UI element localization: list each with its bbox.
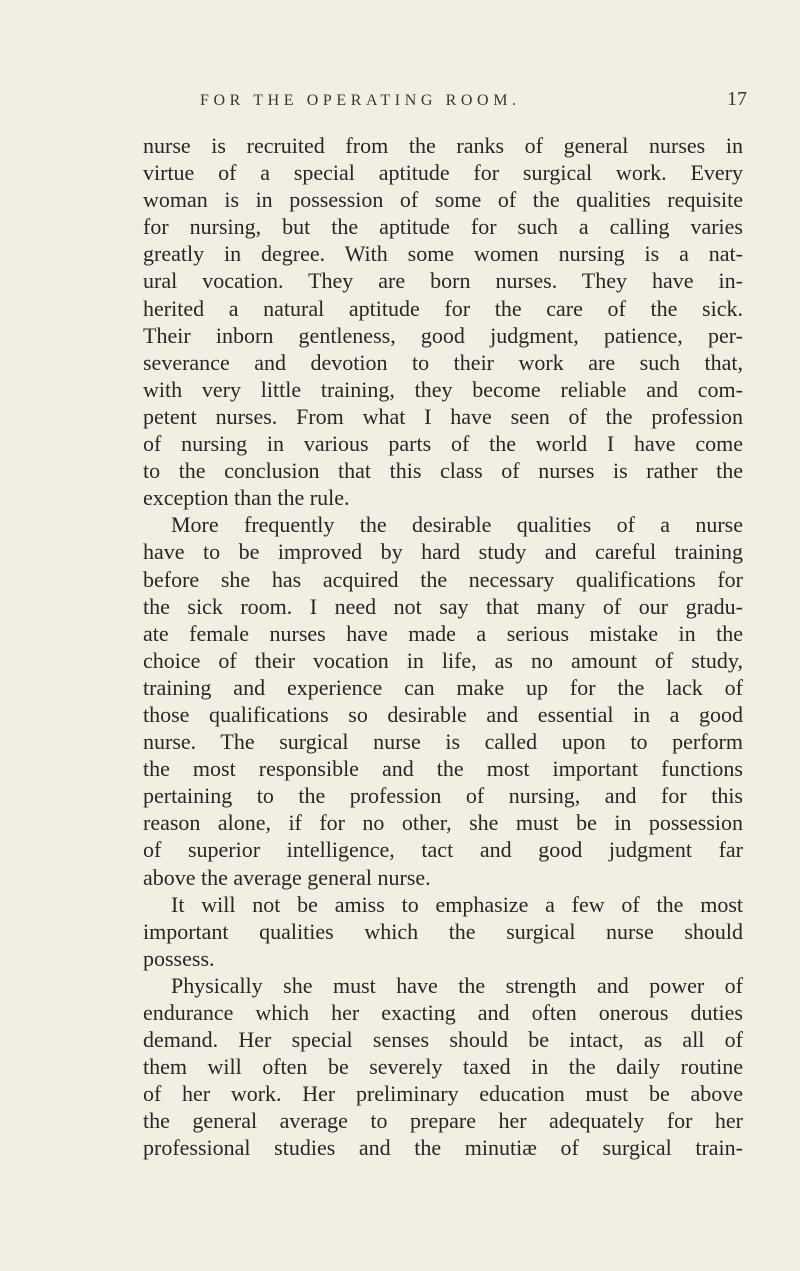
text-line: pertaining to the profession of nursing, and for this [143,783,743,809]
text-line: herited a natural aptitude for the care of the sick. [143,295,743,321]
text-line: above the average general nurse. [143,864,431,890]
text-line: the most responsible and the most important functions [143,756,743,782]
text-line: professional studies and the minutiæ of surgical train- [143,1135,743,1161]
text-line: training and experience can make up for the lack of [143,674,743,700]
text-line: choice of their vocation in life, as no amount of study, [143,647,743,673]
text-line: reason alone, if for no other, she must be in possession [143,810,743,836]
text-line: have to be improved by hard study and careful training [143,539,743,565]
text-line: before she has acquired the necessary qualifications for [143,566,743,592]
text-line: important qualities which the surgical nurse should [143,918,743,944]
text-line: severance and devotion to their work are such that, [143,349,743,375]
text-line: More frequently the desirable qualities of a nurse [171,512,743,538]
text-line: ural vocation. They are born nurses. They have in- [143,268,743,294]
text-line: exception than the rule. [143,485,350,511]
text-line: virtue of a special aptitude for surgical work. Every [143,160,743,186]
page-number: 17 [727,88,747,110]
text-line: It will not be amiss to emphasize a few of the most [171,891,743,917]
running-title: FOR THE OPERATING ROOM. [200,92,521,109]
text-line: ate female nurses have made a serious mistake in the [143,620,743,646]
text-line: of superior intelligence, tact and good judgment far [143,837,743,863]
body-text [143,132,743,1162]
text-line: with very little training, they become reliable and com- [143,376,743,402]
text-line: Their inborn gentleness, good judgment, patience, per- [143,322,743,348]
text-line: nurse is recruited from the ranks of general nurses in [143,133,743,158]
text-line: of her work. Her preliminary education must be above [143,1081,743,1107]
text-line: greatly in degree. With some women nursing is a nat- [143,241,743,267]
text-line: petent nurses. From what I have seen of the profession [143,403,743,429]
text-line: nurse. The surgical nurse is called upon to perform [143,729,743,755]
text-line: of nursing in various parts of the world I have come [143,431,743,457]
text-line: those qualifications so desirable and essential in a good [143,701,743,727]
text-line: demand. Her special senses should be intact, as all of [143,1027,743,1053]
text-line: the general average to prepare her adequately for her [143,1108,743,1134]
text-line: woman is in possession of some of the qualities requisite [143,187,743,213]
text-line: them will often be severely taxed in the daily routine [143,1054,743,1080]
text-line: the sick room. I need not say that many of our gradu- [143,593,743,619]
text-line: Physically she must have the strength and power of [171,972,743,998]
text-line: endurance which her exacting and often onerous duties [143,1000,743,1025]
running-head [0,86,800,116]
text-line: possess. [143,945,215,971]
text-line: to the conclusion that this class of nurses is rather the [143,458,743,484]
text-line: for nursing, but the aptitude for such a calling varies [143,214,743,240]
